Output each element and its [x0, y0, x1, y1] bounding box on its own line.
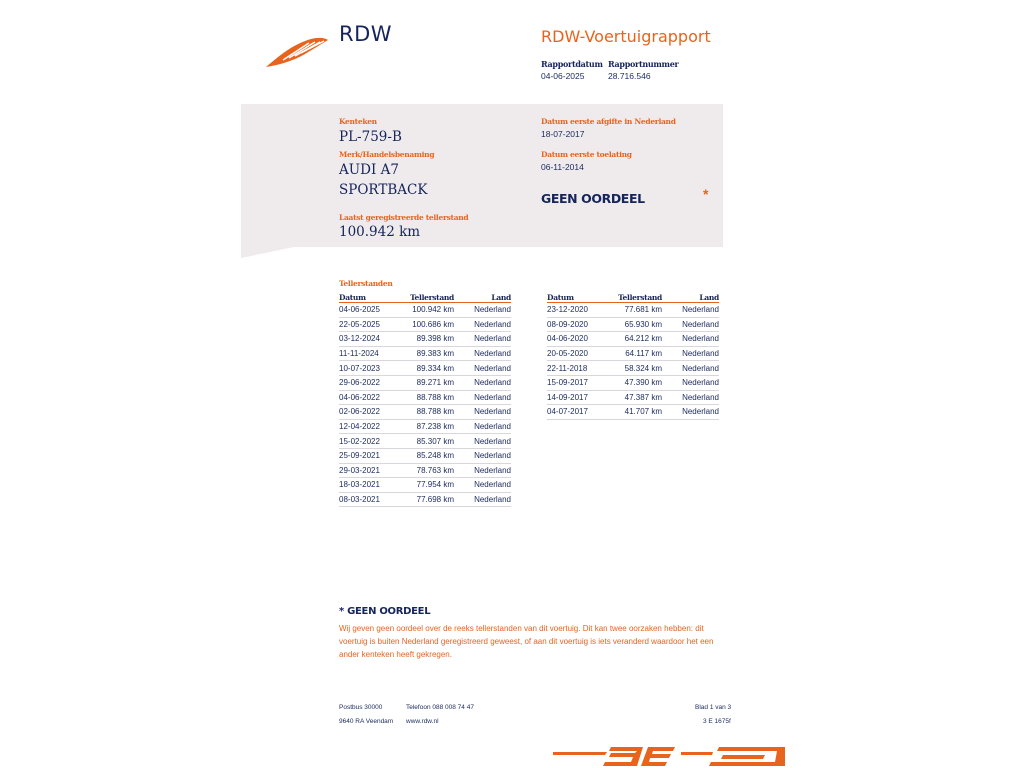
cell-reading: 64.117 km [609, 346, 662, 361]
cell-reading: 88.788 km [401, 390, 454, 405]
first-issue-nl-value: 18-07-2017 [541, 129, 585, 139]
cell-reading: 77.698 km [401, 492, 454, 507]
column-header-date: Datum [339, 292, 401, 303]
cell-date: 10-07-2023 [339, 361, 401, 376]
first-issue-nl-label: Datum eerste afgifte in Nederland [541, 117, 676, 126]
cell-date: 02-06-2022 [339, 405, 401, 420]
make-label: Merk/Handelsbenaming [339, 150, 435, 159]
cell-country: Nederland [454, 478, 511, 493]
cell-date: 12-04-2022 [339, 419, 401, 434]
footnote-text: Wij geven geen oordeel over de reeks tellerstanden van dit voertuig. Dit kan twee oorzaken hebben: dit voertuig is buiten Nederland geregistreerd geweest, of aan dit voertuig is iets veranderd waardoor het een ander kenteken heeft gekregen. [339, 624, 714, 659]
table-row [547, 375, 719, 390]
table-row [339, 434, 511, 449]
cell-country: Nederland [662, 346, 719, 361]
table-row [339, 492, 511, 507]
cell-country: Nederland [454, 405, 511, 420]
column-header-reading: Tellerstand [401, 292, 454, 303]
cell-reading: 64.212 km [609, 332, 662, 347]
cell-country: Nederland [662, 332, 719, 347]
cell-country: Nederland [454, 346, 511, 361]
table-row [339, 448, 511, 463]
footer-website[interactable]: www.rdw.nl [406, 718, 439, 725]
cell-reading: 47.387 km [609, 390, 662, 405]
column-header-country: Land [662, 292, 719, 303]
table-row [547, 361, 719, 376]
cell-reading: 100.686 km [401, 317, 454, 332]
cell-date: 20-05-2020 [547, 346, 609, 361]
cell-country: Nederland [454, 492, 511, 507]
cell-country: Nederland [454, 434, 511, 449]
first-admission-value: 06-11-2014 [541, 162, 584, 172]
table-row [339, 478, 511, 493]
first-admission-label: Datum eerste toelating [541, 150, 632, 159]
panel-tail-decoration [241, 246, 299, 258]
table-row [547, 317, 719, 332]
cell-reading: 89.334 km [401, 361, 454, 376]
cell-country: Nederland [662, 375, 719, 390]
footer-document-code: 3 E 1675f [703, 718, 731, 725]
cell-country: Nederland [454, 419, 511, 434]
cell-date: 15-02-2022 [339, 434, 401, 449]
cell-date: 25-09-2021 [339, 448, 401, 463]
cell-reading: 65.930 km [609, 317, 662, 332]
cell-reading: 85.248 km [401, 448, 454, 463]
cell-country: Nederland [454, 463, 511, 478]
cell-date: 08-09-2020 [547, 317, 609, 332]
table-row [339, 317, 511, 332]
cell-date: 08-03-2021 [339, 492, 401, 507]
plate-value: PL-759-B [339, 129, 402, 145]
odometer-label: Laatst geregistreerde tellerstand [339, 213, 469, 222]
cell-country: Nederland [454, 317, 511, 332]
cell-country: Nederland [454, 332, 511, 347]
cell-country: Nederland [662, 317, 719, 332]
cell-date: 18-03-2021 [339, 478, 401, 493]
report-number-label: Rapportnummer [608, 59, 679, 69]
table-row [547, 390, 719, 405]
footer-page-number: Blad 1 van 3 [695, 704, 732, 711]
table-row [339, 303, 511, 318]
odometer-table-left [339, 292, 511, 507]
table-row [339, 390, 511, 405]
column-header-country: Land [454, 292, 511, 303]
footer-postal-city: 9640 RA Veendam [339, 718, 394, 725]
odometer-value: 100.942 km [339, 224, 421, 240]
footer-po-box: Postbus 30000 [339, 704, 383, 711]
cell-country: Nederland [454, 361, 511, 376]
cell-date: 29-06-2022 [339, 375, 401, 390]
brand-name: RDW [339, 22, 393, 46]
make-line-2: SPORTBACK [339, 182, 428, 198]
verdict-label: GEEN OORDEEL [541, 191, 645, 206]
cell-country: Nederland [662, 390, 719, 405]
cell-reading: 47.390 km [609, 375, 662, 390]
verdict-footnote-marker: * [703, 186, 709, 202]
cell-reading: 88.788 km [401, 405, 454, 420]
make-line-1: AUDI A7 [339, 162, 399, 178]
cell-country: Nederland [662, 405, 719, 420]
table-row [339, 375, 511, 390]
cell-date: 04-07-2017 [547, 405, 609, 420]
rdw-stripes-decoration-icon [553, 746, 785, 768]
cell-date: 22-05-2025 [339, 317, 401, 332]
cell-reading: 89.271 km [401, 375, 454, 390]
column-header-date: Datum [547, 292, 609, 303]
cell-reading: 41.707 km [609, 405, 662, 420]
cell-country: Nederland [662, 303, 719, 318]
cell-date: 04-06-2020 [547, 332, 609, 347]
table-row [547, 405, 719, 420]
cell-reading: 85.307 km [401, 434, 454, 449]
odometer-table-right [547, 292, 719, 420]
footnote-heading: * GEEN OORDEEL [339, 606, 431, 617]
cell-date: 11-11-2024 [339, 346, 401, 361]
odometer-table-right-body [547, 303, 719, 420]
odometer-table-title: Tellerstanden [339, 279, 393, 288]
cell-country: Nederland [454, 375, 511, 390]
table-row [339, 346, 511, 361]
cell-date: 04-06-2025 [339, 303, 401, 318]
plate-label: Kenteken [339, 117, 377, 126]
table-row [547, 332, 719, 347]
cell-reading: 58.324 km [609, 361, 662, 376]
cell-country: Nederland [662, 361, 719, 376]
report-date-label: Rapportdatum [541, 59, 603, 69]
cell-country: Nederland [454, 390, 511, 405]
footer-phone: Telefoon 088 008 74 47 [406, 704, 474, 711]
report-title: RDW-Voertuigrapport [541, 27, 711, 46]
table-header-row [547, 292, 719, 303]
report-date: 04-06-2025 [541, 71, 585, 81]
cell-date: 03-12-2024 [339, 332, 401, 347]
table-row [547, 346, 719, 361]
table-header-row [339, 292, 511, 303]
table-row [339, 463, 511, 478]
column-header-reading: Tellerstand [609, 292, 662, 303]
table-row [339, 332, 511, 347]
cell-reading: 87.238 km [401, 419, 454, 434]
odometer-table-left-body [339, 303, 511, 507]
table-row [339, 361, 511, 376]
cell-date: 14-09-2017 [547, 390, 609, 405]
cell-reading: 78.763 km [401, 463, 454, 478]
cell-date: 23-12-2020 [547, 303, 609, 318]
cell-reading: 77.954 km [401, 478, 454, 493]
cell-date: 22-11-2018 [547, 361, 609, 376]
rdw-feather-logo-icon [265, 34, 329, 68]
cell-reading: 77.681 km [609, 303, 662, 318]
cell-country: Nederland [454, 448, 511, 463]
table-row [339, 419, 511, 434]
table-row [547, 303, 719, 318]
cell-reading: 100.942 km [401, 303, 454, 318]
cell-reading: 89.383 km [401, 346, 454, 361]
table-row [339, 405, 511, 420]
cell-date: 04-06-2022 [339, 390, 401, 405]
cell-date: 29-03-2021 [339, 463, 401, 478]
cell-country: Nederland [454, 303, 511, 318]
cell-date: 15-09-2017 [547, 375, 609, 390]
cell-reading: 89.398 km [401, 332, 454, 347]
report-number: 28.716.546 [608, 71, 651, 81]
